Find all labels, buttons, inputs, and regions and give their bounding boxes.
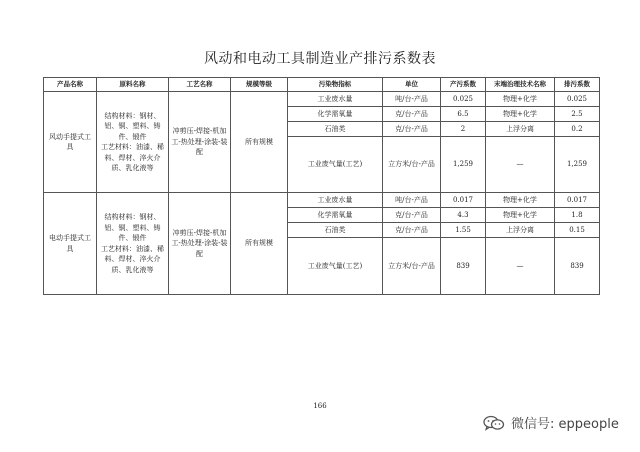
- generation-coefficient: 6.5: [441, 106, 486, 121]
- watermark: [483, 413, 619, 432]
- treatment-tech: 物理+化学: [486, 193, 555, 208]
- unit: 立方米/台-产品: [383, 238, 441, 295]
- indicator: 工业废气量(工艺): [288, 238, 383, 295]
- emission-coefficient-table: [43, 77, 600, 295]
- material-cell: [97, 92, 169, 193]
- indicator: 工业废水量: [288, 193, 383, 208]
- treatment-tech: 物理+化学: [486, 106, 555, 121]
- unit: 克/台-产品: [383, 208, 441, 223]
- indicator: 工业废水量: [288, 92, 383, 107]
- discharge-coefficient: 0.15: [555, 223, 600, 238]
- generation-coefficient: 0.025: [441, 92, 486, 107]
- product-name: 电动手提式工具: [44, 193, 97, 295]
- indicator: 石油类: [288, 223, 383, 238]
- indicator: 工业废气量(工艺): [288, 136, 383, 193]
- generation-coefficient: 4.3: [441, 208, 486, 223]
- treatment-tech: 上浮分离: [486, 121, 555, 136]
- indicator: 化学需氧量: [288, 106, 383, 121]
- treatment-tech: 物理+化学: [486, 92, 555, 107]
- header-scale: 规模等级: [231, 78, 288, 92]
- header-process: 工艺名称: [169, 78, 231, 92]
- scale-level: 所有规模: [231, 92, 288, 193]
- table-row: [44, 92, 600, 107]
- treatment-tech: 物理+化学: [486, 208, 555, 223]
- treatment-tech: 上浮分离: [486, 223, 555, 238]
- discharge-coefficient: 1.8: [555, 208, 600, 223]
- material-cell: [97, 193, 169, 295]
- process-name: 冲剪压-焊接-机加工-热处理-涂装-装配: [169, 92, 231, 193]
- indicator: 石油类: [288, 121, 383, 136]
- unit: 立方米/台-产品: [383, 136, 441, 193]
- header-product: 产品名称: [44, 78, 97, 92]
- material-process: 工艺材料：油漆、稀料、焊材、淬火介质、乳化液等: [101, 143, 164, 173]
- material-structural: 结构材料：钢材、铝、铜、塑料、铸件、锻件: [104, 111, 161, 141]
- treatment-tech: —: [486, 136, 555, 193]
- unit: 克/台-产品: [383, 106, 441, 121]
- table-title: 风动和电动工具制造业产排污系数表: [204, 51, 436, 67]
- discharge-coefficient: 1,259: [555, 136, 600, 193]
- page-number: 166: [313, 402, 327, 410]
- header-discharge-coefficient: 排污系数: [555, 78, 600, 92]
- process-name: 冲剪压-焊接-机加工-热处理-涂装-装配: [169, 193, 231, 295]
- table-header-row: [44, 78, 600, 92]
- generation-coefficient: 2: [441, 121, 486, 136]
- discharge-coefficient: 2.5: [555, 106, 600, 121]
- scale-level: 所有规模: [231, 193, 288, 295]
- header-unit: 单位: [383, 78, 441, 92]
- product-name: 风动手提式工具: [44, 92, 97, 193]
- wechat-icon: [483, 415, 505, 431]
- discharge-coefficient: 0.025: [555, 92, 600, 107]
- discharge-coefficient: 0.017: [555, 193, 600, 208]
- header-material: 原料名称: [97, 78, 169, 92]
- discharge-coefficient: 0.2: [555, 121, 600, 136]
- header-indicator: 污染物指标: [288, 78, 383, 92]
- header-generation-coefficient: 产污系数: [441, 78, 486, 92]
- unit: 克/台-产品: [383, 121, 441, 136]
- indicator: 化学需氧量: [288, 208, 383, 223]
- generation-coefficient: 839: [441, 238, 486, 295]
- unit: 吨/台-产品: [383, 92, 441, 107]
- header-treatment-tech: 末端治理技术名称: [486, 78, 555, 92]
- generation-coefficient: 0.017: [441, 193, 486, 208]
- generation-coefficient: 1.55: [441, 223, 486, 238]
- generation-coefficient: 1,259: [441, 136, 486, 193]
- material-structural: 结构材料：钢材、铝、铜、塑料、铸件、锻件: [104, 213, 161, 243]
- watermark-text: 微信号: eppeople: [511, 417, 619, 432]
- material-process: 工艺材料：油漆、稀料、焊材、淬火介质、乳化液等: [101, 244, 164, 274]
- discharge-coefficient: 839: [555, 238, 600, 295]
- treatment-tech: —: [486, 238, 555, 295]
- table-row: [44, 193, 600, 208]
- unit: 吨/台-产品: [383, 193, 441, 208]
- unit: 克/台-产品: [383, 223, 441, 238]
